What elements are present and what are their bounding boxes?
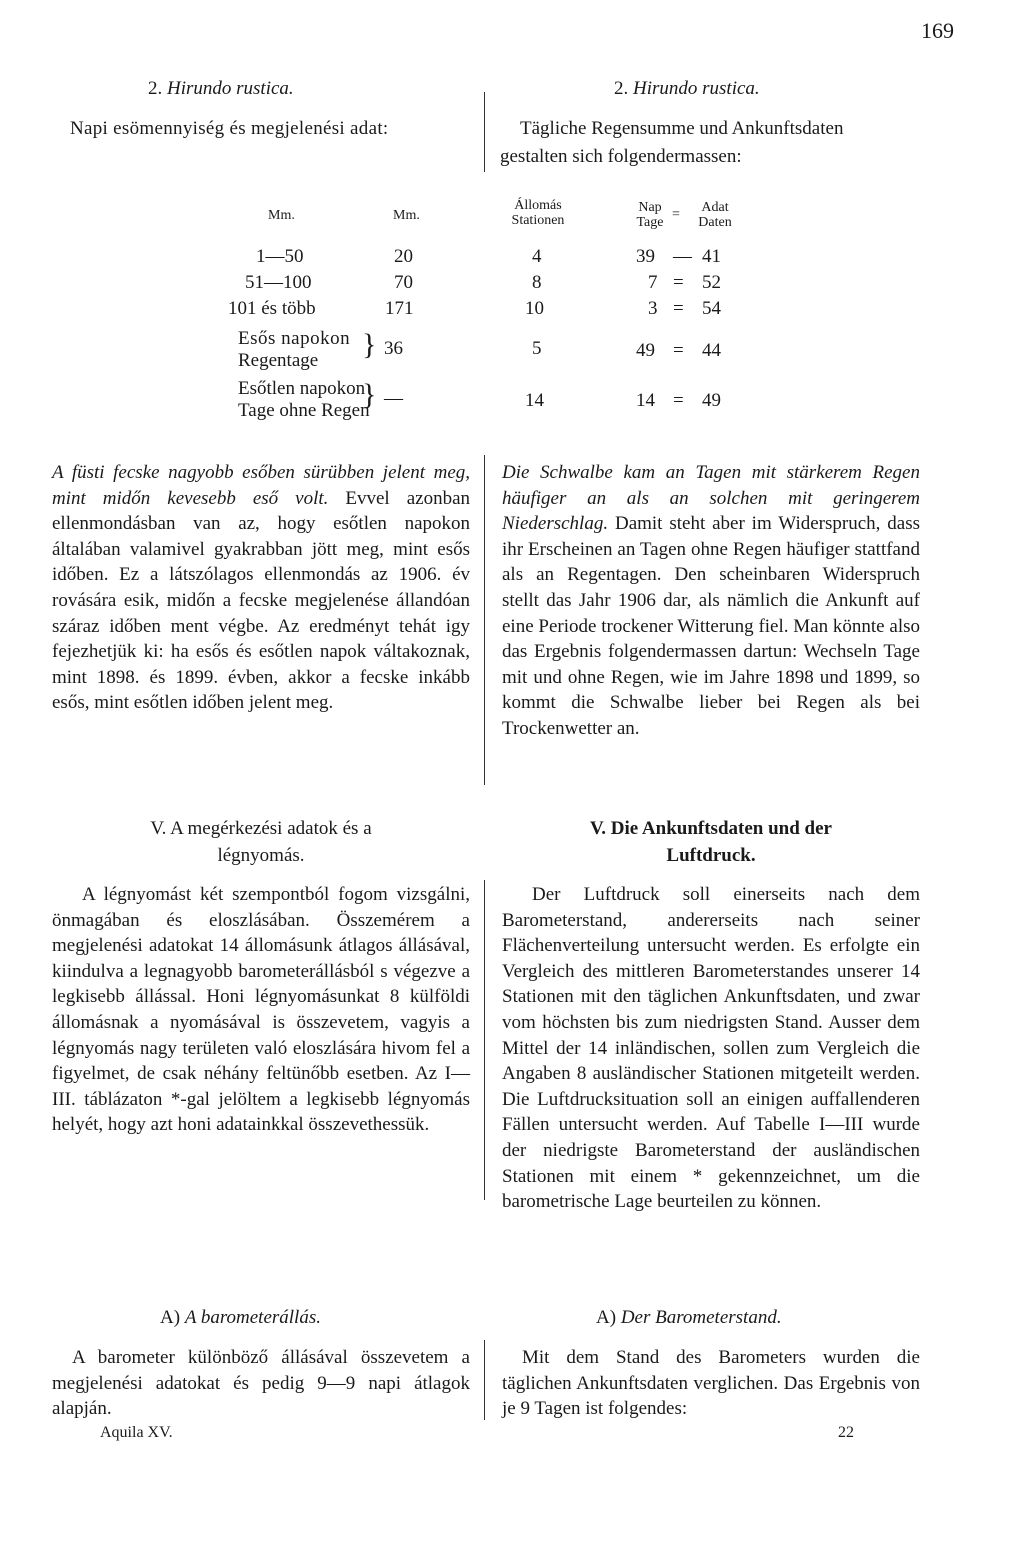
row-data: 44 — [702, 340, 721, 361]
left-paragraph-1-rest: Evvel azonban ellenmondásban van az, hogy esőtlen napokon általában valamivel gyakrabban jött meg, mint esős időben. Ez a látszólagos ellenmondás az 1906. év rovására esik, midőn a fecske megjelenése állandóan száraz időben ment végbe. Az eredményt tehát igy fejezhetjük ki: ha esős és esőtlen napok váltakoznak, mint 1898. és 1899. évben, akkor a fecske inkább esős, mint esőtlen időben jelent meg. — [52, 487, 471, 714]
row-data: 52 — [702, 272, 721, 293]
right-heading — [614, 78, 760, 100]
right-paragraph-1-italic: Die Schwalbe kam an Tagen mit stärkerem Regen häufiger an als an solchen mit geringerem Niederschlag. — [502, 462, 920, 535]
left-heading-species: Hirundo rustica. — [167, 78, 294, 99]
right-heading-number: 2. — [614, 78, 629, 99]
left-heading — [148, 78, 294, 100]
left-heading-number: 2. — [148, 78, 163, 99]
row-mm: — — [384, 388, 403, 409]
col-header-mm1: Mm. — [268, 208, 295, 223]
right-paragraph-1-rest: Damit steht aber im Widerspruch, dass ihr Erscheinen an Tagen ohne Regen häufiger stattfand als an Regentagen. Den scheinbaren Widerspruch stellt das Jahr 1906 dar, als nämlich die Ankunft auf eine Periode trockener Witterung fiel. Man könnte also das Ergebnis folgendermassen dartun: Wechseln Tage mit und ohne Regen, wie im Jahre 1898 und 1899, so kommt die Schwalbe lieber bei Regen als bei Trockenwetter an. — [502, 513, 921, 739]
left-section-title: V. A megérkezési adatok és a légnyomás. — [150, 818, 372, 866]
row-label-dry-hu: Esőtlen napokon — [238, 378, 366, 399]
row-range: 101 és több — [228, 298, 316, 319]
row-range: 1—50 — [256, 246, 304, 267]
left-subheading: Napi esömennyiség és megjelenési adat: — [70, 118, 389, 139]
row-mm: 171 — [385, 298, 414, 319]
right-heading-species: Hirundo rustica. — [633, 78, 760, 99]
row-label-rainy-hu: Esős napokon — [238, 328, 351, 349]
row-station: 10 — [525, 298, 544, 319]
right-section-title: V. Die Ankunftsdaten und der Luftdruck. — [590, 818, 832, 866]
page-number: 169 — [921, 18, 954, 43]
left-subsection-a: A) A barometerállás. — [160, 1307, 321, 1328]
row-sep: = — [673, 340, 684, 361]
right-paragraph-1 — [502, 460, 920, 742]
left-footer: Aquila XV. — [100, 1424, 173, 1441]
right-subsection-a: A) Der Barometerstand. — [596, 1307, 782, 1328]
row-day: 7 — [648, 272, 658, 293]
col-header-data: Adat Daten — [698, 200, 732, 230]
right-paragraph-3: Mit dem Stand des Barometers wurden die täglichen Ankunftsdaten verglichen. Das Ergebnis von je 9 Tagen ist folgendes: — [502, 1347, 920, 1420]
row-range: 51—100 — [245, 272, 312, 293]
left-paragraph-1 — [52, 460, 470, 716]
col-header-mm2: Mm. — [393, 208, 420, 223]
right-footer: 22 — [838, 1424, 854, 1441]
column-divider — [484, 880, 485, 1200]
row-data: 54 — [702, 298, 721, 319]
row-label-dry-de: Tage ohne Regen — [238, 400, 370, 421]
column-divider — [484, 1340, 485, 1420]
column-divider — [484, 92, 485, 172]
brace-symbol: } — [362, 378, 377, 411]
row-sep: = — [673, 272, 684, 293]
row-station: 4 — [532, 246, 542, 267]
row-label-rainy-de: Regentage — [238, 350, 319, 371]
col-header-day: Nap Tage — [636, 200, 664, 230]
row-sep: = — [673, 390, 684, 411]
row-mm: 70 — [394, 272, 413, 293]
row-data: 41 — [702, 246, 721, 267]
left-paragraph-2: A légnyomást két szempontból fogom vizsgálni, önmagában és eloszlásában. Összemérem a megjelenési adatokat 14 állomásunk átlagos állásával, kiindulva a legnagyobb barometerállásból s végezve a legkisebb állással. Honi légnyomásunkat 8 külföldi állomásnak a nyomásával is összevetem, vagyis a légnyomás nagy területen való eloszlására hivom fel a figyelmet, de csak néhány feltünőbb esetben. Az I—III. táblázaton *-gal jelöltem a legkisebb légnyomás helyét, hogy azt honi adatainkkal összevethessük. — [52, 884, 470, 1136]
row-station: 14 — [525, 390, 544, 411]
row-station: 5 — [532, 338, 542, 359]
col-header-station: Állomás Stationen — [511, 198, 565, 228]
row-day: 14 — [636, 390, 655, 411]
right-subheading-line2: gestalten sich folgendermassen: — [500, 146, 742, 167]
row-day: 49 — [636, 340, 655, 361]
row-day: 3 — [648, 298, 658, 319]
row-sep: — — [673, 246, 692, 267]
left-paragraph-1-italic: A füsti fecske nagyobb esőben sürübben jelent meg, mint midőn kevesebb eső volt. — [52, 462, 470, 509]
right-subheading-line1: Tägliche Regensumme und Ankunftsdaten — [520, 118, 844, 139]
col-header-eq: = — [672, 207, 680, 222]
row-mm: 20 — [394, 246, 413, 267]
row-sep: = — [673, 298, 684, 319]
left-paragraph-3: A barometer különböző állásával összevetem a megjelenési adatokat és pedig 9—9 napi átlagok alapján. — [52, 1347, 470, 1420]
row-day: 39 — [636, 246, 655, 267]
row-mm: 36 — [384, 338, 403, 359]
row-station: 8 — [532, 272, 542, 293]
brace-symbol: } — [362, 328, 377, 361]
right-paragraph-2: Der Luftdruck soll einerseits nach dem Barometerstand, andererseits nach seiner Flächenverteilung untersucht werden. Es erfolgte ein Vergleich des mittleren Barometerstandes unserer 14 Stationen mit den täglichen Ankunftsdaten, und zwar vom höchsten bis zum niedrigsten Stand. Ausser dem Mittel der 14 inländischen, sollen zum Vergleich die Angaben 8 ausländischer Stationen mitgeteilt werden. Die Luftdrucksituation soll an einigen auffallenderen Fällen untersucht werden. Auf Tabelle I—III wurde der niedrigste Barometerstand der ausländischen Stationen mit einem * gekennzeichnet, um die barometrische Lage beurteilen zu können. — [502, 884, 920, 1213]
row-data: 49 — [702, 390, 721, 411]
column-divider — [484, 455, 485, 785]
